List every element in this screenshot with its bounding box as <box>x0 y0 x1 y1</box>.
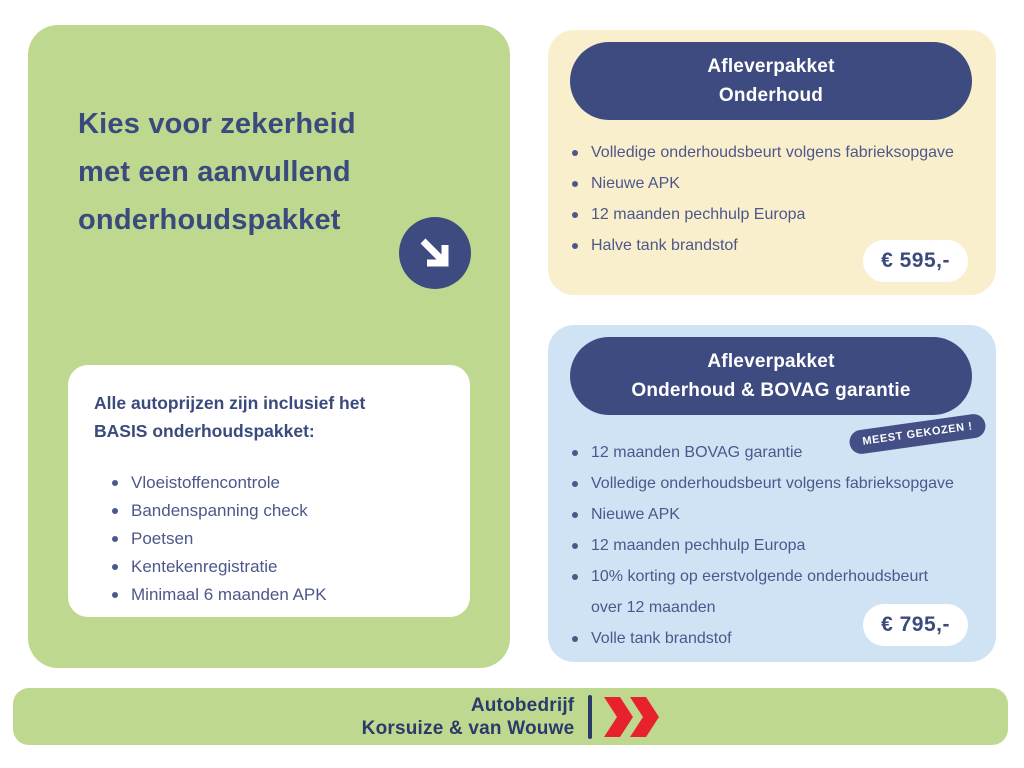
bullet-icon <box>112 536 118 542</box>
list-item: Volledige onderhoudsbeurt volgens fabrieksopgave <box>572 468 972 499</box>
logo-divider <box>588 695 592 739</box>
double-chevron-right-icon <box>603 696 659 738</box>
page-title <box>78 100 356 244</box>
bullet-icon <box>572 450 578 456</box>
list-item: 10% korting op eerstvolgende onderhoudsbeurt over 12 maanden <box>572 561 972 623</box>
basis-items-list <box>94 469 446 609</box>
list-item: Bandenspanning check <box>112 497 446 525</box>
bullet-icon <box>572 636 578 642</box>
bullet-icon <box>112 480 118 486</box>
package-card-onderhoud-bovag <box>548 325 996 662</box>
list-item: 12 maanden BOVAG garantie <box>572 437 972 468</box>
list-item: Poetsen <box>112 525 446 553</box>
list-item: Volle tank brandstof <box>572 623 972 654</box>
basis-package-card <box>68 365 470 617</box>
company-logo <box>362 694 660 740</box>
bullet-icon <box>572 481 578 487</box>
list-item: Nieuwe APK <box>572 168 977 199</box>
bullet-icon <box>572 150 578 156</box>
arrow-down-right-icon <box>399 217 471 289</box>
list-item: Nieuwe APK <box>572 499 972 530</box>
most-chosen-badge: MEEST GEKOZEN ! <box>848 413 987 456</box>
list-item: Vloeistoffencontrole <box>112 469 446 497</box>
list-item: Halve tank brandstof <box>572 230 977 261</box>
bullet-icon <box>572 181 578 187</box>
bullet-icon <box>572 512 578 518</box>
bullet-icon <box>112 564 118 570</box>
basis-card-heading: Alle autoprijzen zijn inclusief het BASIS onderhoudspakket: <box>94 393 366 441</box>
price-badge: € 795,- <box>863 604 968 646</box>
page-title-line: onderhoudspakket <box>78 204 341 236</box>
company-name: Autobedrijf Korsuize & van Wouwe <box>361 694 575 739</box>
page-title-line: met een aanvullend <box>78 156 351 188</box>
list-item: Volledige onderhoudsbeurt volgens fabrieksopgave <box>572 137 977 168</box>
bullet-icon <box>572 574 578 580</box>
price-badge: € 595,- <box>863 240 968 282</box>
list-item: Minimaal 6 maanden APK <box>112 581 446 609</box>
list-item: 12 maanden pechhulp Europa <box>572 530 972 561</box>
package-card-onderhoud <box>548 30 996 295</box>
bullet-icon <box>112 508 118 514</box>
package-title-onderhoud-bovag: Afleverpakket Onderhoud & BOVAG garantie <box>570 337 972 415</box>
bullet-icon <box>112 592 118 598</box>
intro-panel <box>28 25 510 668</box>
list-item: Kentekenregistratie <box>112 553 446 581</box>
package-title-onderhoud: Afleverpakket Onderhoud <box>570 42 972 120</box>
bullet-icon <box>572 243 578 249</box>
bullet-icon <box>572 543 578 549</box>
list-item: 12 maanden pechhulp Europa <box>572 199 977 230</box>
bullet-icon <box>572 212 578 218</box>
page-title-line: Kies voor zekerheid <box>78 108 356 140</box>
footer-bar <box>13 688 1008 745</box>
